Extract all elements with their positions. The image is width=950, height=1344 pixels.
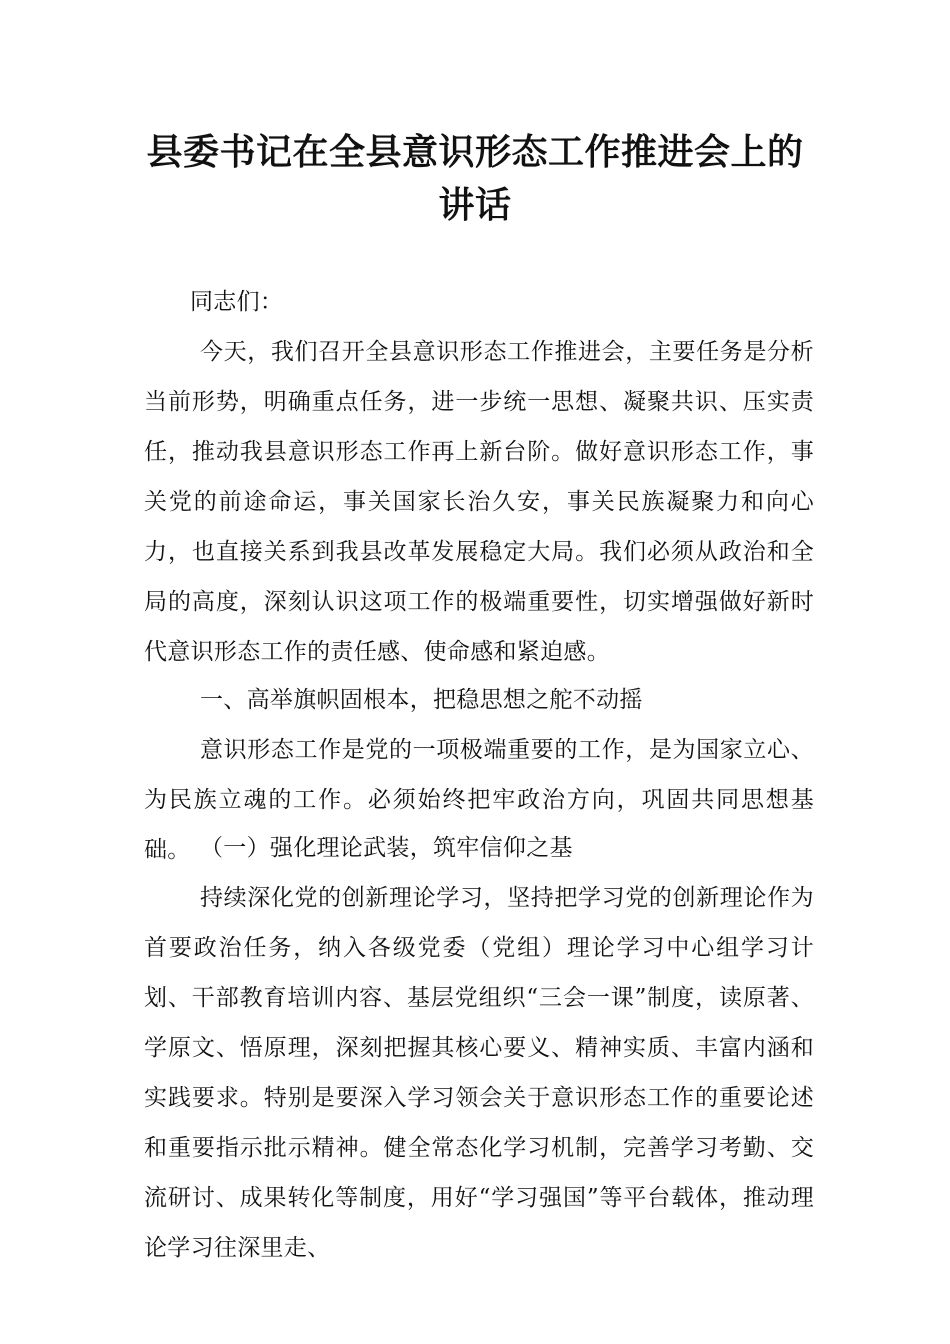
section-heading-1: 一、高举旗帜固根本，把稳思想之舵不动摇	[200, 687, 643, 713]
title-line-2: 讲话	[438, 185, 512, 226]
paragraph-section-1: 意识形态工作是党的一项极端重要的工作，是为国家立心、为民族立魂的工作。必须始终把牢政治方向，巩固共同思想基础。	[144, 737, 814, 863]
salutation: 同志们：	[190, 289, 284, 315]
paragraph-intro: 今天，我们召开全县意识形态工作推进会，主要任务是分析当前形势，明确重点任务，进一步统一思想、凝聚共识、压实责任，推动我县意识形态工作再上新台阶。做好意识形态工作，事关党的前途命运，事关国家长治久安，事关民族凝聚力和向心力，也直接关系到我县改革发展稳定大局。我们必须从政治和全局的高度，深刻认识这项工作的极端重要性，切实增强做好新时代意识形态工作的责任感、使命感和紧迫感。	[144, 339, 814, 665]
document-title	[120, 126, 830, 232]
title-line-1: 县委书记在全县意识形态工作推进会上的	[146, 132, 804, 173]
subsection-heading-1: （一）强化理论武装，筑牢信仰之基	[200, 835, 573, 861]
paragraph-subsection-1: 持续深化党的创新理论学习，坚持把学习党的创新理论作为首要政治任务，纳入各级党委（党组）理论学习中心组学习计划、干部教育培训内容、基层党组织“三会一课”制度，读原著、学原文、悟原理，深刻把握其核心要义、精神实质、丰富内涵和实践要求。特别是要深入学习领会关于意识形态工作的重要论述和重要指示批示精神。健全常态化学习机制，完善学习考勤、交流研讨、成果转化等制度，用好“学习强国”等平台载体，推动理论学习往深里走、	[144, 885, 814, 1261]
